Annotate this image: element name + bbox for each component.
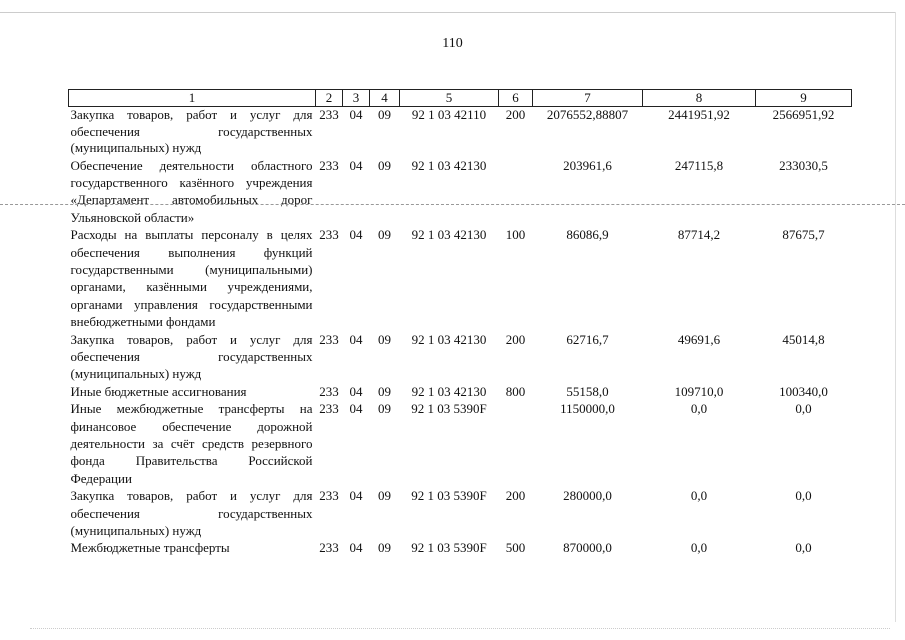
row-amount-9: 0,0 [795, 540, 812, 556]
row-expense-type: 200 [505, 331, 526, 347]
table-row [69, 383, 852, 400]
row-section: 04 [349, 227, 363, 243]
row-amount-8: 49691,6 [677, 331, 721, 347]
row-name: Обеспечение деятельности областного государственного казённого учреждения «Департамент автомобильных дорог Ульяновской области» [70, 157, 313, 225]
row-amount-8: 0,0 [690, 540, 708, 556]
row-admin-code: 233 [319, 107, 339, 122]
row-section: 04 [349, 331, 363, 347]
header-cell-3: 3 [343, 90, 370, 107]
row-admin-code: 233 [319, 540, 339, 556]
row-amount-7: 62716,7 [566, 331, 609, 347]
header-cell-9: 9 [756, 90, 852, 107]
header-cell-6: 6 [499, 90, 533, 107]
row-amount-7: 86086,9 [566, 227, 609, 243]
row-amount-8: 109710,0 [674, 383, 724, 399]
row-name: Иные бюджетные ассигнования [70, 383, 247, 399]
table-header [69, 90, 852, 107]
page-number: 110 [442, 36, 463, 51]
row-section: 04 [349, 540, 363, 556]
row-amount-9: 233030,5 [779, 157, 828, 173]
row-target-article: 92 1 03 42130 [411, 227, 487, 243]
table-row [69, 157, 852, 227]
scan-frame-top [0, 12, 895, 13]
table-row [69, 487, 852, 539]
row-subsection: 09 [378, 383, 391, 399]
budget-table [68, 89, 852, 557]
row-name: Закупка товаров, работ и услуг для обеспечения государственных (муниципальных) нужд [70, 107, 313, 155]
header-cell-7: 7 [533, 90, 643, 107]
row-expense-type: 200 [505, 107, 526, 122]
row-expense-type: 800 [505, 383, 526, 399]
row-admin-code: 233 [319, 227, 339, 243]
row-section: 04 [349, 157, 363, 173]
header-cell-1: 1 [69, 90, 316, 107]
row-expense-type: 200 [505, 488, 526, 504]
row-amount-9: 45014,8 [782, 331, 825, 347]
row-target-article: 92 1 03 5390F [411, 488, 487, 504]
row-expense-type [499, 400, 533, 487]
scan-footer-noise [30, 628, 890, 629]
row-amount-9: 87675,7 [782, 227, 825, 243]
table-row [69, 226, 852, 330]
table-row [69, 539, 852, 556]
row-amount-7: 1150000,0 [560, 401, 615, 417]
row-amount-8: 87714,2 [677, 227, 721, 243]
row-expense-type [499, 157, 533, 227]
row-subsection: 09 [378, 540, 391, 556]
row-target-article: 92 1 03 42110 [411, 107, 487, 122]
row-name: Иные межбюджетные трансферты на финансовое обеспечение дорожной деятельности за счёт средств резервного фонда Правительства Российской Федерации [70, 401, 313, 486]
row-amount-7: 203961,6 [563, 157, 612, 173]
table-row [69, 331, 852, 383]
row-target-article: 92 1 03 42130 [411, 383, 487, 399]
row-amount-7: 55158,0 [566, 383, 609, 399]
table-row [69, 400, 852, 487]
row-section: 04 [349, 107, 363, 122]
row-admin-code: 233 [319, 157, 339, 173]
scan-artifact-line [0, 204, 905, 205]
row-amount-8: 2441951,92 [668, 107, 730, 122]
row-amount-9: 100340,0 [779, 383, 828, 399]
row-amount-7: 280000,0 [563, 488, 612, 504]
row-expense-type: 500 [505, 540, 526, 556]
row-admin-code: 233 [319, 401, 339, 417]
header-cell-5: 5 [400, 90, 499, 107]
row-amount-7: 2076552,88807 [546, 107, 629, 122]
row-amount-8: 0,0 [690, 401, 708, 417]
row-target-article: 92 1 03 5390F [411, 401, 487, 417]
row-admin-code: 233 [319, 383, 339, 399]
row-name: Расходы на выплаты персоналу в целях обеспечения выполнения функций государственными (муниципальными) органами, казёнными учреждениями, органами управления государственными внебюджетными фондами [70, 227, 313, 330]
row-amount-8: 0,0 [690, 488, 708, 504]
scan-frame-right [895, 12, 896, 622]
header-cell-4: 4 [370, 90, 400, 107]
row-subsection: 09 [378, 488, 391, 504]
row-amount-9: 2566951,92 [772, 107, 835, 122]
table-body [69, 107, 852, 557]
row-subsection: 09 [378, 157, 391, 173]
row-name: Межбюджетные трансферты [70, 540, 230, 556]
row-amount-9: 0,0 [795, 488, 812, 504]
row-subsection: 09 [378, 107, 391, 122]
row-section: 04 [349, 488, 363, 504]
header-cell-8: 8 [643, 90, 756, 107]
row-target-article: 92 1 03 5390F [411, 540, 487, 556]
row-section: 04 [349, 383, 363, 399]
row-admin-code: 233 [319, 331, 339, 347]
row-admin-code: 233 [319, 488, 339, 504]
row-amount-7: 870000,0 [563, 540, 612, 556]
row-subsection: 09 [378, 401, 391, 417]
table-row [69, 107, 852, 157]
row-section: 04 [349, 401, 363, 417]
row-target-article: 92 1 03 42130 [411, 157, 487, 173]
row-amount-8: 247115,8 [674, 157, 724, 173]
row-expense-type: 100 [505, 227, 526, 243]
header-row [69, 90, 852, 107]
row-name: Закупка товаров, работ и услуг для обеспечения государственных (муниципальных) нужд [70, 331, 313, 382]
row-amount-9: 0,0 [795, 401, 812, 417]
row-subsection: 09 [378, 331, 391, 347]
row-target-article: 92 1 03 42130 [411, 331, 487, 347]
row-subsection: 09 [378, 227, 391, 243]
row-name: Закупка товаров, работ и услуг для обеспечения государственных (муниципальных) нужд [70, 488, 313, 539]
header-cell-2: 2 [316, 90, 343, 107]
